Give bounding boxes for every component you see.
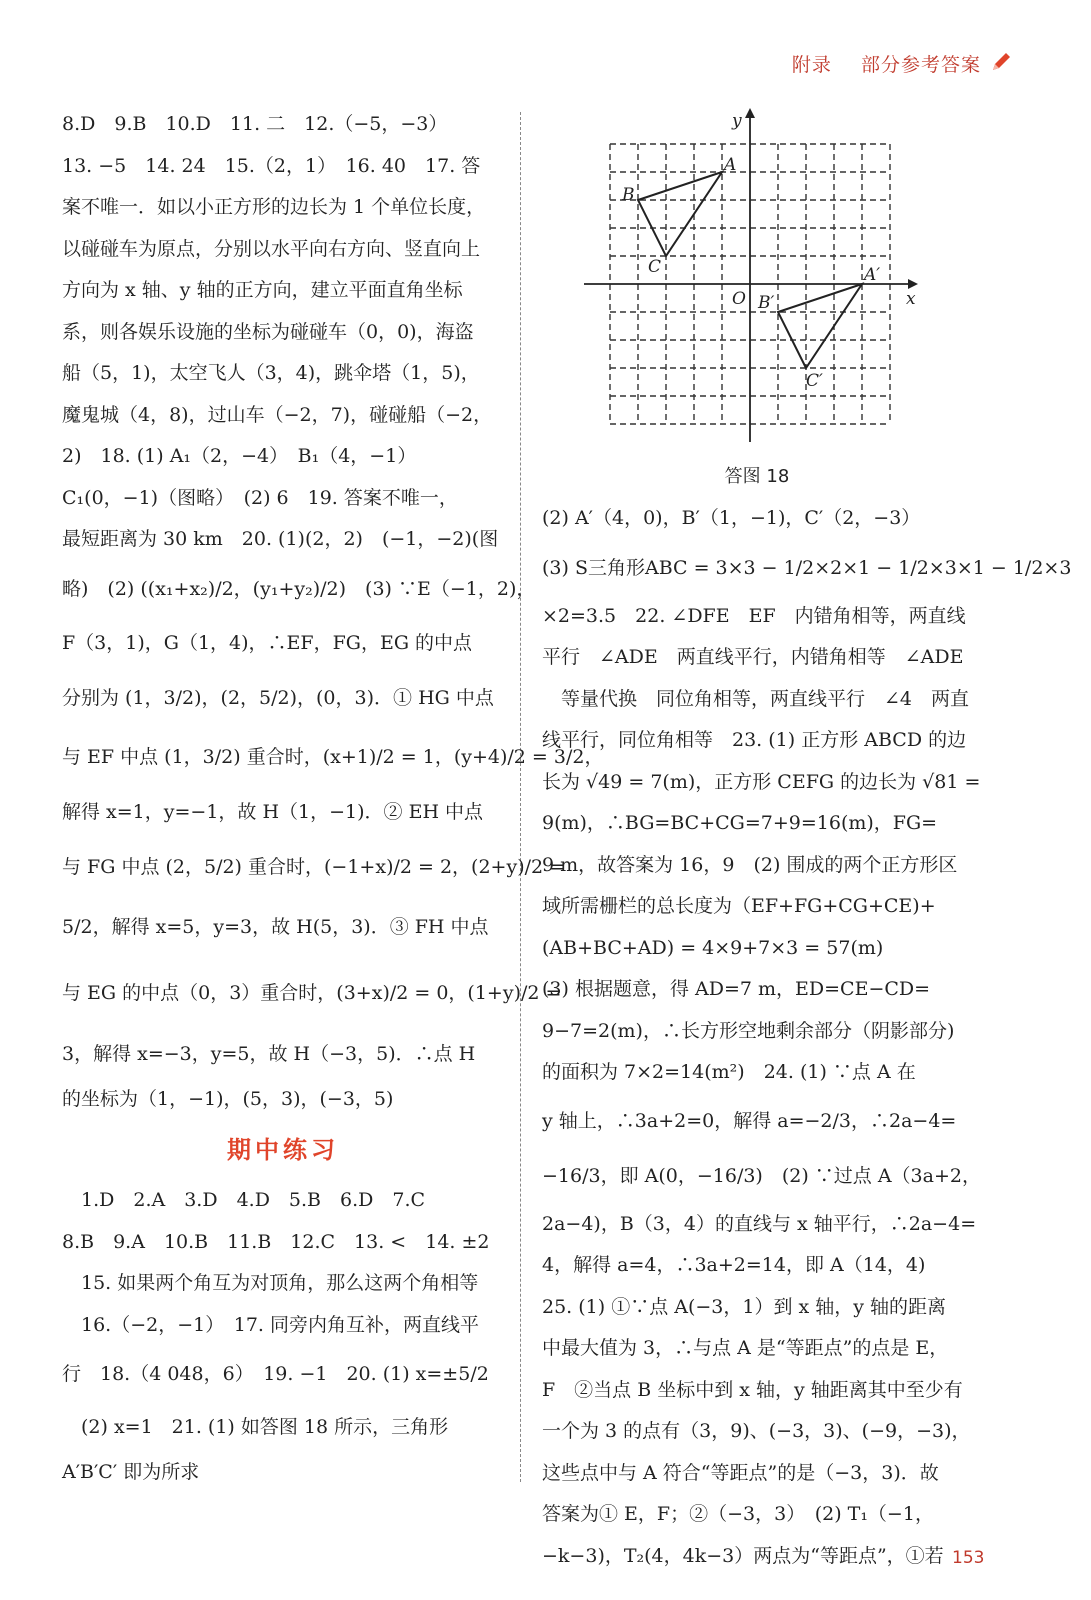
text-line: 长为 √49 = 7(m)，正方形 CEFG 的边长为 √81 = <box>542 770 981 793</box>
pen-icon <box>989 50 1013 74</box>
point-b-prime-label: B′ <box>758 293 775 313</box>
point-a-label: A <box>724 155 737 175</box>
text-line: −k−3)，T₂(4，4k−3）两点为“等距点”，①若 <box>542 1544 944 1567</box>
text-line: 域所需栅栏的总长度为（EF+FG+CG+CE)+ <box>542 895 936 917</box>
header-section: 附录 <box>791 54 832 76</box>
text-line: 略) (2) ((x₁+x₂)/2，(y₁+y₂)/2) (3) ∵E（−1，2)， <box>62 577 536 600</box>
text-line: 答案为① E，F；②（−3，3） (2) T₁（−1， <box>542 1503 934 1525</box>
text-line: y 轴上，∴3a+2=0，解得 a=−2/3，∴2a−4= <box>542 1109 957 1132</box>
figure-caption: 答图 18 <box>724 465 790 487</box>
text-line: 8.B 9.A 10.B 11.B 12.C 13. < 14. ±2 <box>62 1230 490 1253</box>
y-axis-label: y <box>732 111 742 131</box>
section-title: 期中练习 <box>227 1136 339 1164</box>
triangle-abc <box>638 172 722 256</box>
column-divider <box>520 112 521 1482</box>
text-line: 最短距离为 30 km 20. (1)(2，2) (−1，−2)(图 <box>62 528 499 550</box>
text-line: 平行 ∠ADE 两直线平行，内错角相等 ∠ADE <box>542 646 964 668</box>
text-line: 9(m)，∴BG=BC+CG=7+9=16(m)，FG= <box>542 812 938 834</box>
text-line: 4，解得 a=4，∴3a+2=14，即 A（14，4) <box>542 1254 926 1276</box>
text-line: 分别为 (1，3/2)，(2，5/2)，(0，3)．① HG 中点 <box>62 686 494 709</box>
coordinate-figure <box>536 108 978 498</box>
text-line: 15. 如果两个角互为对顶角，那么这两个角相等 <box>62 1272 479 1294</box>
text-line: 等量代换 同位角相等，两直线平行 ∠4 两直 <box>542 687 970 710</box>
text-line: 一个为 3 的点有（3，9)、(−3，3)、(−9，−3)， <box>542 1420 971 1442</box>
text-line: 系，则各娱乐设施的坐标为碰碰车（0，0)，海盗 <box>62 320 474 343</box>
page-number: 153 <box>952 1548 985 1568</box>
text-line: 9−7=2(m)，∴长方形空地剩余部分（阴影部分) <box>542 1019 955 1042</box>
text-line: C₁(0，−1)（图略） (2) 6 19. 答案不唯一， <box>62 486 458 509</box>
text-line: (AB+BC+AD) = 4×9+7×3 = 57(m) <box>542 936 884 959</box>
text-line: 行 18.（4 048，6） 19. −1 20. (1) x=±5/2 <box>62 1363 489 1385</box>
text-line: 解得 x=1，y=−1，故 H（1，−1)．② EH 中点 <box>62 800 484 823</box>
text-line: 的面积为 7×2=14(m²) 24. (1) ∵点 A 在 <box>542 1061 916 1083</box>
text-line: (3) S三角形ABC = 3×3 − 1/2×2×1 − 1/2×3×1 − 1/2×3 <box>542 556 1072 579</box>
point-b-label: B <box>622 185 635 205</box>
point-a-prime-label: A′ <box>864 265 881 285</box>
text-line: 5/2，解得 x=5，y=3，故 H(5，3)．③ FH 中点 <box>62 915 489 938</box>
text-line: A′B′C′ 即为所求 <box>62 1461 200 1483</box>
point-c-label: C <box>648 257 662 277</box>
text-line: −16/3，即 A(0，−16/3) (2) ∵过点 A（3a+2， <box>542 1164 981 1187</box>
text-line: 8.D 9.B 10.D 11. 二 12.（−5，−3） <box>62 113 448 135</box>
origin-label: O <box>732 289 746 309</box>
text-line: 船（5，1)，太空飞人（3，4)，跳伞塔（1，5)， <box>62 362 480 384</box>
x-axis-label: x <box>906 289 916 309</box>
text-line: (2) x=1 21. (1) 如答图 18 所示，三角形 <box>62 1416 449 1438</box>
text-line: 以碰碰车为原点，分别以水平向右方向、竖直向上 <box>62 237 481 260</box>
text-line: 与 EG 的中点（0，3）重合时，(3+x)/2 = 0，(1+y)/2 = <box>62 981 562 1004</box>
triangle-abc-prime <box>778 284 862 368</box>
text-line: 中最大值为 3，∴与点 A 是“等距点”的点是 E， <box>542 1337 949 1359</box>
text-line: 9 m，故答案为 16，9 (2) 围成的两个正方形区 <box>542 853 958 876</box>
text-line: 线平行，同位角相等 23. (1) 正方形 ABCD 的边 <box>542 729 967 751</box>
page-header <box>770 50 981 77</box>
text-line: 2a−4)，B（3，4）的直线与 x 轴平行，∴2a−4= <box>542 1212 977 1235</box>
header-title: 部分参考答案 <box>860 54 981 76</box>
text-line: 1.D 2.A 3.D 4.D 5.B 6.D 7.C <box>62 1189 426 1211</box>
text-line: 2) 18. (1) A₁（2，−4） B₁（4，−1） <box>62 445 417 467</box>
text-line: 魔鬼城（4，8)，过山车（−2，7)，碰碰船（−2， <box>62 403 493 426</box>
text-line: 3，解得 x=−3，y=5，故 H（−3，5)．∴点 H <box>62 1042 476 1065</box>
text-line: 13. −5 14. 24 15.（2，1） 16. 40 17. 答 <box>62 154 481 177</box>
text-line: F ②当点 B 坐标中到 x 轴，y 轴距离其中至少有 <box>542 1378 963 1401</box>
text-line: (3) 根据题意，得 AD=7 m，ED=CE−CD= <box>542 978 931 1000</box>
text-line: ×2=3.5 22. ∠DFE EF 内错角相等，两直线 <box>542 604 966 627</box>
text-line: 与 EF 中点 (1，3/2) 重合时，(x+1)/2 = 1，(y+4)/2 = 3/2， <box>62 745 604 768</box>
right-column <box>542 108 1072 1577</box>
text-line: 16.（−2，−1） 17. 同旁内角互补，两直线平 <box>62 1313 479 1336</box>
point-c-prime-label: C′ <box>806 371 823 391</box>
text-line: 的坐标为（1，−1)，(5，3)，(−3，5) <box>62 1087 394 1110</box>
text-line: 这些点中与 A 符合“等距点”的是（−3，3)．故 <box>542 1461 939 1484</box>
text-line: 案不唯一．如以小正方形的边长为 1 个单位长度， <box>62 196 486 218</box>
text-line: 与 FG 中点 (2，5/2) 重合时，(−1+x)/2 = 2，(2+y)/2 = <box>62 855 566 878</box>
text-line: F（3，1)，G（1，4)，∴EF，FG，EG 的中点 <box>62 631 473 654</box>
text-line: 方向为 x 轴、y 轴的正方向，建立平面直角坐标 <box>62 279 463 301</box>
left-column <box>62 104 604 1494</box>
text-line: (2) A′（4，0)，B′（1，−1)，C′（2，−3） <box>542 507 921 529</box>
text-line: 25. (1) ①∵点 A(−3，1）到 x 轴，y 轴的距离 <box>542 1295 947 1318</box>
coordinate-grid <box>536 108 978 448</box>
